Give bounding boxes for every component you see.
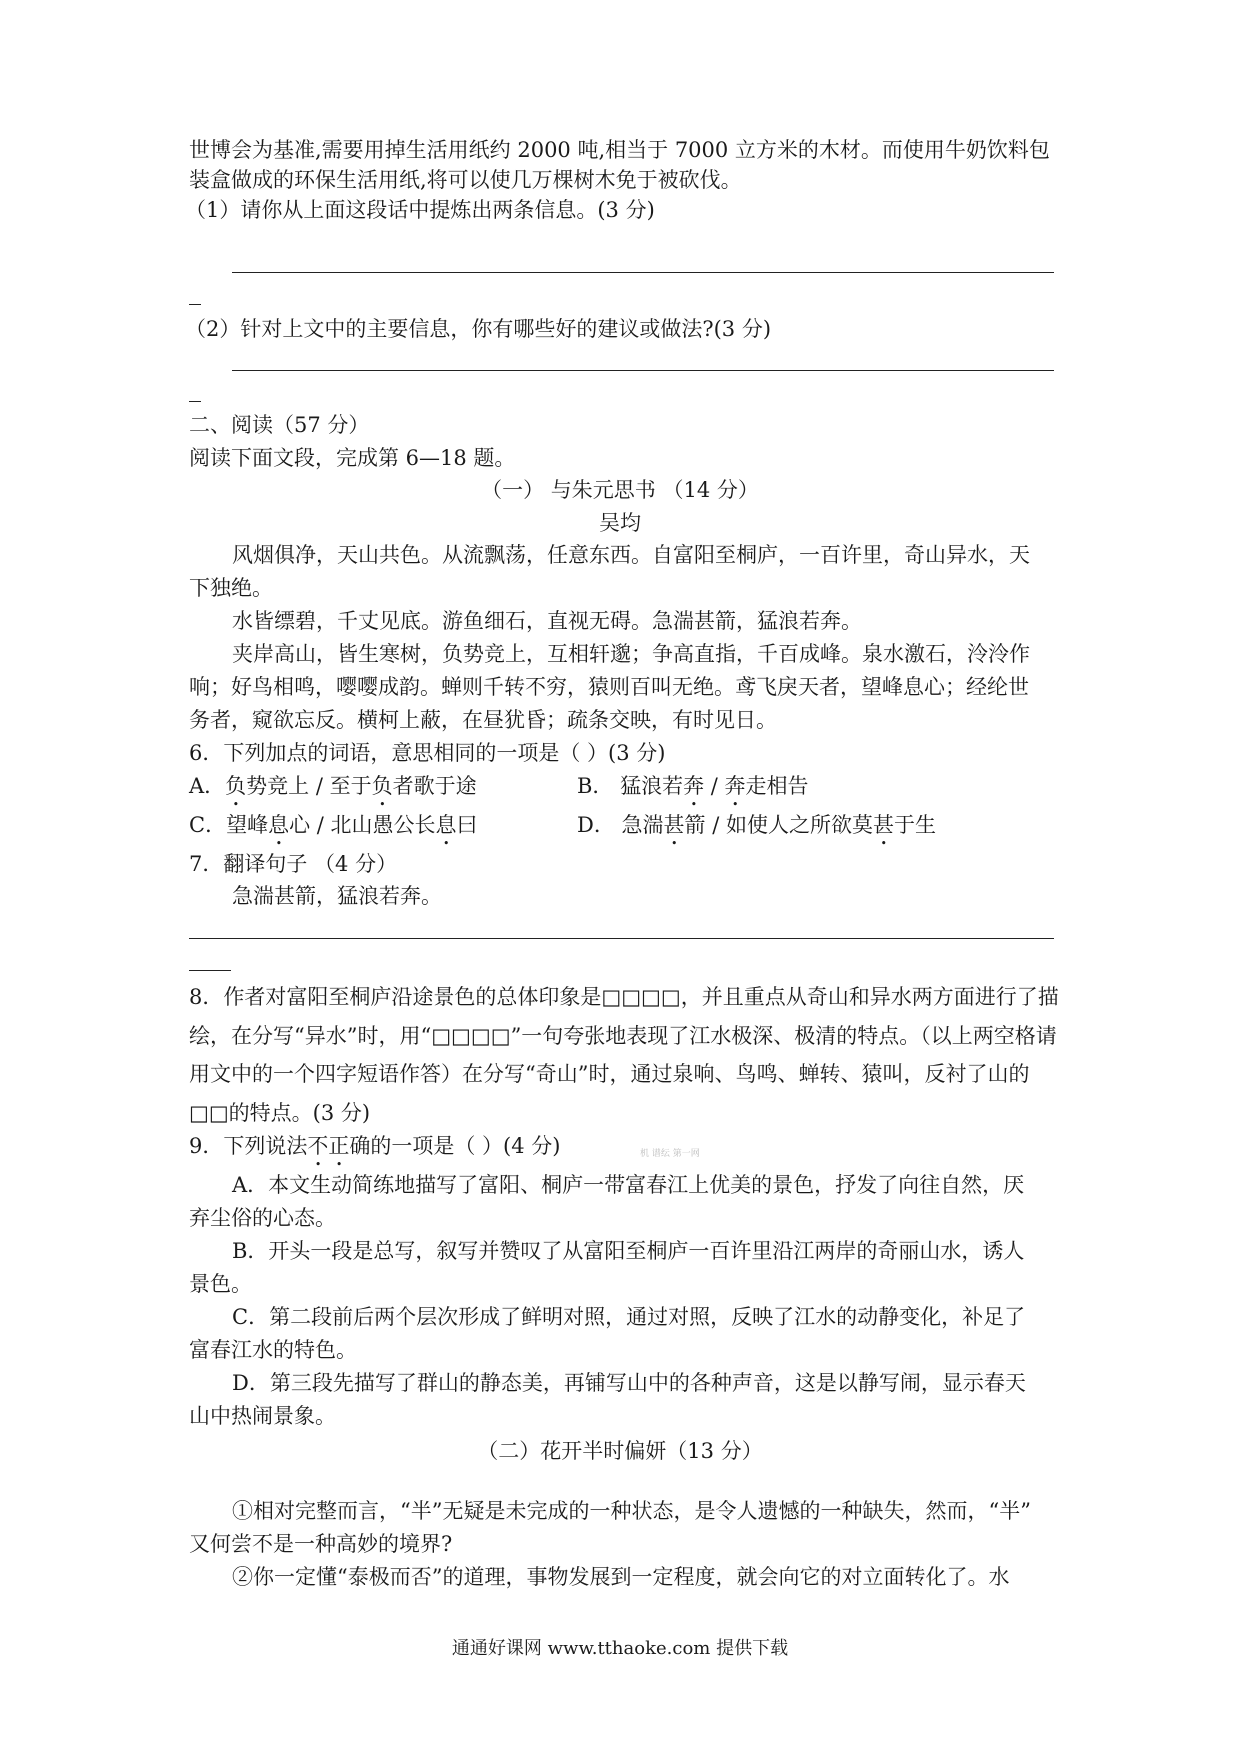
faint-watermark-text: 机 谱纭 第一网: [640, 1149, 700, 1159]
q9-option-b-1: B．开头一段是总写，叙写并赞叹了从富阳至桐庐一百许里沿江两岸的奇丽山水，诱人: [232, 1239, 1025, 1263]
passage-1-title: （一） 与朱元思书 （14 分）: [481, 478, 759, 502]
q9-option-b-2: 景色。: [189, 1272, 252, 1296]
question-2: （2）针对上文中的主要信息，你有哪些好的建议或做法?(3 分): [185, 317, 772, 341]
question-7: 7．翻译句子 （4 分）: [189, 852, 398, 876]
q6-option-c: C．望峰息心 / 北山愚公长息曰: [189, 813, 478, 837]
q8-line-1: 8．作者对富阳至桐庐沿途景色的总体印象是□□□□，并且重点从奇山和异水两方面进行了描: [189, 985, 1059, 1009]
q9-option-a-1: A．本文生动简练地描写了富阳、桐庐一带富春江上优美的景色，抒发了向往自然，厌: [232, 1173, 1025, 1197]
section-instruction: 阅读下面文段，完成第 6—18 题。: [189, 446, 516, 470]
question-9: 9．下列说法不正确的一项是（ ）(4 分): [189, 1134, 561, 1158]
passage-1-para-2: 水皆缥碧，千丈见底。游鱼细石，直视无碍。急湍甚箭，猛浪若奔。: [232, 609, 862, 633]
q7-sentence: 急湍甚箭，猛浪若奔。: [232, 884, 442, 908]
q6-option-b: B． 猛浪若奔 / 奔走相告: [577, 774, 809, 798]
answer-line-2: [232, 370, 1054, 371]
passage-1-para-1a: 风烟俱净，天山共色。从流飘荡，任意东西。自富阳至桐庐，一百许里，奇山异水，天: [232, 543, 1030, 567]
q9-option-c-2: 富春江水的特色。: [189, 1338, 357, 1362]
page-footer: 通通好课网 www.tthaoke.com 提供下载: [451, 1638, 789, 1659]
q9-option-c-1: C．第二段前后两个层次形成了鲜明对照，通过对照，反映了江水的动静变化，补足了: [232, 1305, 1026, 1329]
q8-line-3: 用文中的一个四字短语作答）在分写“奇山”时，通过泉响、鸟鸣、蝉转、猿叫，反衬了山的: [189, 1062, 1030, 1086]
passage-1-para-3a: 夹岸高山，皆生寒树，负势竞上，互相轩邈；争高直指，千百成峰。泉水激石，泠泠作: [232, 642, 1030, 666]
answer-line-1: [232, 272, 1054, 273]
answer-line-7: [189, 938, 1054, 939]
answer-line-1-tail: [189, 304, 201, 305]
q6-option-d: D． 急湍甚箭 / 如使人之所欲莫甚于生: [577, 813, 936, 837]
passage-1-author: 吴均: [599, 511, 641, 535]
q8-line-2: 绘，在分写“异水”时，用“□□□□”一句夸张地表现了江水极深、极清的特点。（以上两空格请: [189, 1024, 1057, 1048]
q9-option-d-2: 山中热闹景象。: [189, 1404, 336, 1428]
q9-option-a-2: 弃尘俗的心态。: [189, 1206, 336, 1230]
question-6: 6．下列加点的词语，意思相同的一项是（ ）(3 分): [189, 741, 666, 765]
passage-2-para-2: ②你一定懂“泰极而否”的道理，事物发展到一定程度，就会向它的对立面转化了。水: [232, 1565, 1010, 1589]
passage-2-title: （二）花开半时偏妍（13 分）: [477, 1439, 763, 1463]
q6-option-a: A．负势竞上 / 至于负者歌于途: [189, 774, 477, 798]
answer-line-2-tail: [189, 401, 201, 402]
passage-1-para-3b: 响；好鸟相鸣，嘤嘤成韵。蝉则千转不穷，猿则百叫无绝。鸢飞戾天者，望峰息心；经纶世: [189, 675, 1029, 699]
question-1: （1）请你从上面这段话中提炼出两条信息。(3 分): [185, 198, 655, 222]
passage-2-para-1a: ①相对完整而言，“半”无疑是未完成的一种状态，是令人遗憾的一种缺失，然而，“半”: [232, 1499, 1031, 1523]
q9-option-d-1: D．第三段先描写了群山的静态美，再铺写山中的各种声音，这是以静写闹，显示春天: [232, 1371, 1026, 1395]
section-title: 二、阅读（57 分）: [189, 413, 370, 437]
intro-line-2: 装盒做成的环保生活用纸,将可以使几万棵树木免于被砍伐。: [189, 168, 742, 192]
answer-line-7-tail: [189, 970, 231, 971]
q8-line-4: □□的特点。(3 分): [189, 1101, 371, 1125]
passage-2-para-1b: 又何尝不是一种高妙的境界?: [189, 1532, 453, 1556]
passage-1-para-3c: 务者，窥欲忘反。横柯上蔽，在昼犹昏；疏条交映，有时见日。: [189, 708, 777, 732]
intro-line-1: 世博会为基准,需要用掉生活用纸约 2000 吨,相当于 7000 立方米的木材。而使用牛奶饮料包: [189, 138, 1050, 162]
passage-1-para-1b: 下独绝。: [189, 576, 273, 600]
